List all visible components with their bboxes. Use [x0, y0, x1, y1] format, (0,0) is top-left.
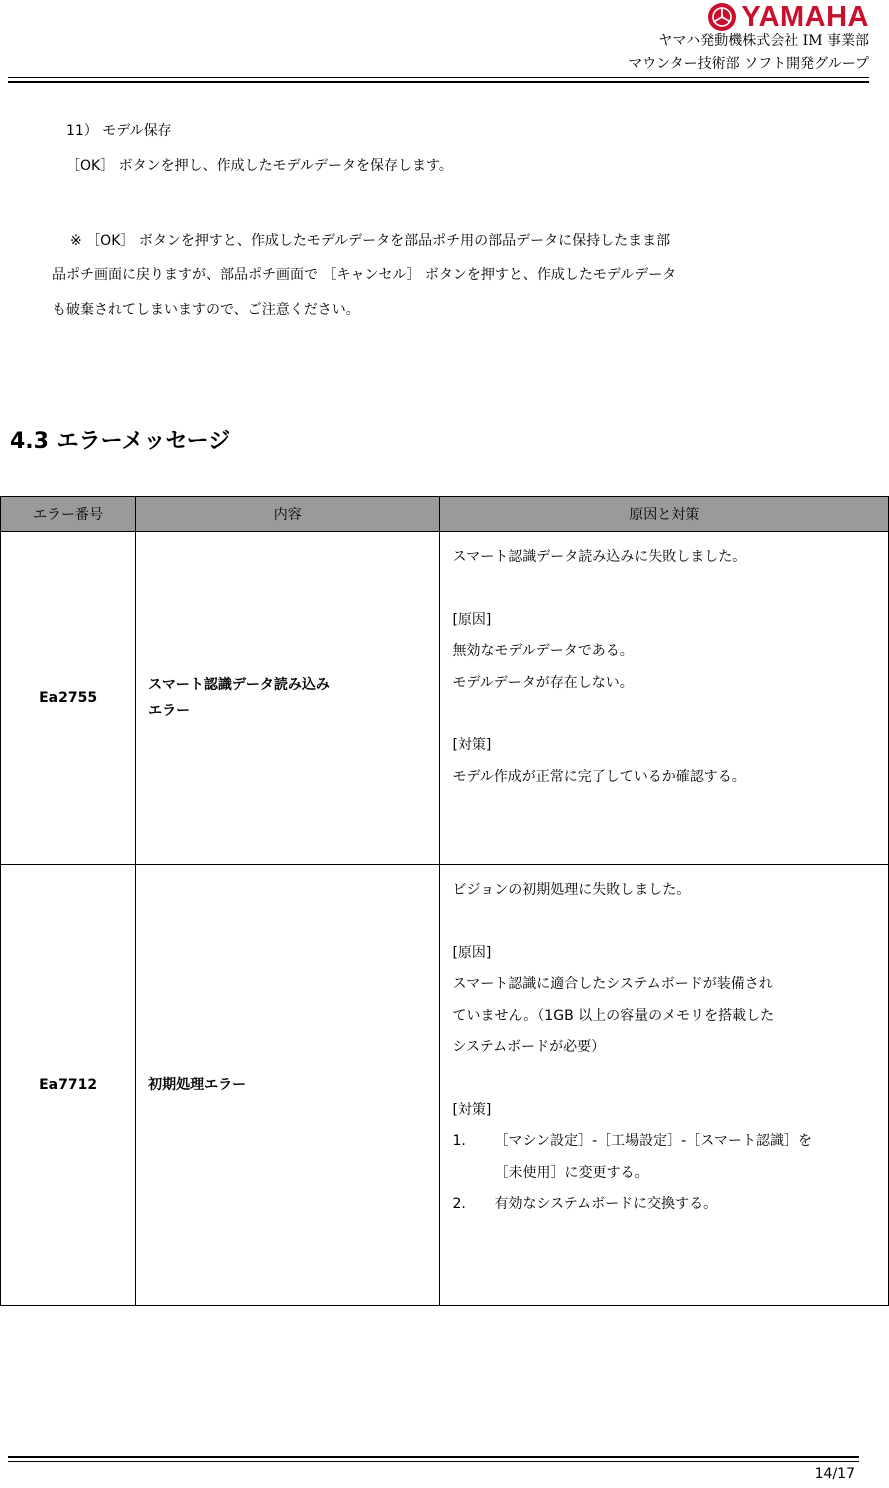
- header-rule-thin: [8, 77, 869, 78]
- error-code: Ea2755: [1, 532, 136, 865]
- header-cause-and-measure: 原因と対策: [440, 497, 889, 532]
- cause-item: モデルデータが存在しない。: [452, 674, 634, 691]
- measure-label: [対策]: [452, 1101, 492, 1118]
- header-content: 内容: [136, 497, 440, 532]
- step-instruction: ［OK］ ボタンを押し、作成したモデルデータを保存します。: [66, 158, 453, 174]
- table-row: [1, 865, 889, 1306]
- cause-label: [原因]: [452, 944, 492, 961]
- error-summary: スマート認識データ読み込みに失敗しました。: [452, 549, 747, 565]
- department-name: マウンター技術部 ソフト開発グループ: [628, 56, 869, 72]
- error-content: [136, 865, 440, 1306]
- section-heading: 4.3 エラーメッセージ: [10, 429, 231, 454]
- error-code: Ea7712: [1, 865, 136, 1306]
- cause-item: スマート認識に適合したシステムボードが装備され: [452, 976, 773, 992]
- cause-and-measure: [440, 532, 889, 865]
- step-note-line: も破棄されてしまいますので、ご注意ください。: [52, 302, 360, 318]
- cause-label: [原因]: [452, 611, 492, 628]
- error-content: [136, 532, 440, 865]
- footer-rule-thin: [8, 1461, 859, 1462]
- error-content-line: スマート認識データ読み込み: [148, 677, 330, 693]
- error-content-line: 初期処理エラー: [148, 1077, 247, 1093]
- error-summary: ビジョンの初期処理に失敗しました。: [452, 882, 691, 898]
- measure-item: [452, 1126, 882, 1189]
- cause-item: 無効なモデルデータである。: [452, 643, 634, 659]
- measure-item: [452, 1189, 882, 1221]
- measure-label: [対策]: [452, 737, 492, 753]
- cause-item: システムボードが必要）: [452, 1039, 606, 1055]
- measure-text: ［未使用］に変更する。: [494, 1164, 649, 1181]
- step-title: 11） モデル保存: [66, 123, 172, 139]
- measure-text: ［マシン設定］-［工場設定］-［スマート認識］を: [494, 1133, 812, 1149]
- measure-number: 1.: [452, 1133, 466, 1149]
- logo-text: YAMAHA: [741, 1, 869, 33]
- step-note-line: 品ポチ画面に戻りますが、部品ポチ画面で ［キャンセル］ ボタンを押すと、作成したモデルデータ: [52, 267, 677, 283]
- cause-item: ていません。（1GB 以上の容量のメモリを搭載した: [452, 1007, 775, 1024]
- footer-rule-thick: [8, 1456, 859, 1458]
- tuning-fork-emblem-icon: [707, 2, 737, 32]
- page-number: 14/17: [814, 1466, 855, 1482]
- measure-text: 有効なシステムボードに交換する。: [494, 1196, 718, 1212]
- error-message-table: [0, 496, 889, 1306]
- company-name: ヤマハ発動機株式会社 IM 事業部: [658, 33, 869, 49]
- header-rule-thick: [8, 81, 869, 83]
- table-header-row: [1, 497, 889, 532]
- cause-and-measure: [440, 865, 889, 1306]
- measure-item: モデル作成が正常に完了しているか確認する。: [452, 768, 746, 785]
- yamaha-logo: [707, 2, 869, 32]
- header-error-number: エラー番号: [1, 497, 136, 532]
- error-content-line: エラー: [148, 703, 191, 719]
- table-row: [1, 532, 889, 865]
- measure-number: 2.: [452, 1196, 466, 1212]
- step-note-line: ※ ［OK］ ボタンを押すと、作成したモデルデータを部品ポチ用の部品データに保持したまま部: [70, 233, 671, 249]
